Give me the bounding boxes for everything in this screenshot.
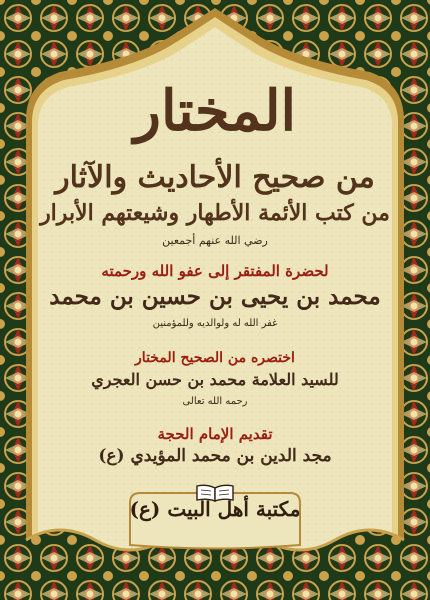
epitome-prayer: رحمه الله تعالى xyxy=(182,396,248,407)
abridger-prayer: غفر الله له ولوالديه وللمؤمنين xyxy=(152,318,278,329)
intro-label: تقديم الإمام الحجة xyxy=(157,425,273,443)
epitome-author: للسيد العلامة محمد بن حسن العجري xyxy=(91,370,339,389)
publisher-name: مكتبة أهل البيت (ع) xyxy=(129,497,301,521)
blessing: رضي الله عنهم أجمعين xyxy=(162,234,268,247)
subtitle-1: من صحيح الأحاديث والآثار xyxy=(55,160,375,195)
intro-name: مجد الدين بن محمد المؤيدي (ع) xyxy=(98,446,332,466)
epitome-label: اختصره من الصحيح المختار xyxy=(135,350,295,366)
subtitle-2: من كتب الأئمة الأطهار وشيعتهم الأبرار xyxy=(40,200,390,226)
abridger-name: محمد بن يحيى بن حسين بن محمد xyxy=(49,283,381,310)
book-title: المختار xyxy=(133,78,297,144)
abridger-label: لحضرة المفتقر إلى عفو الله ورحمته xyxy=(101,262,329,280)
